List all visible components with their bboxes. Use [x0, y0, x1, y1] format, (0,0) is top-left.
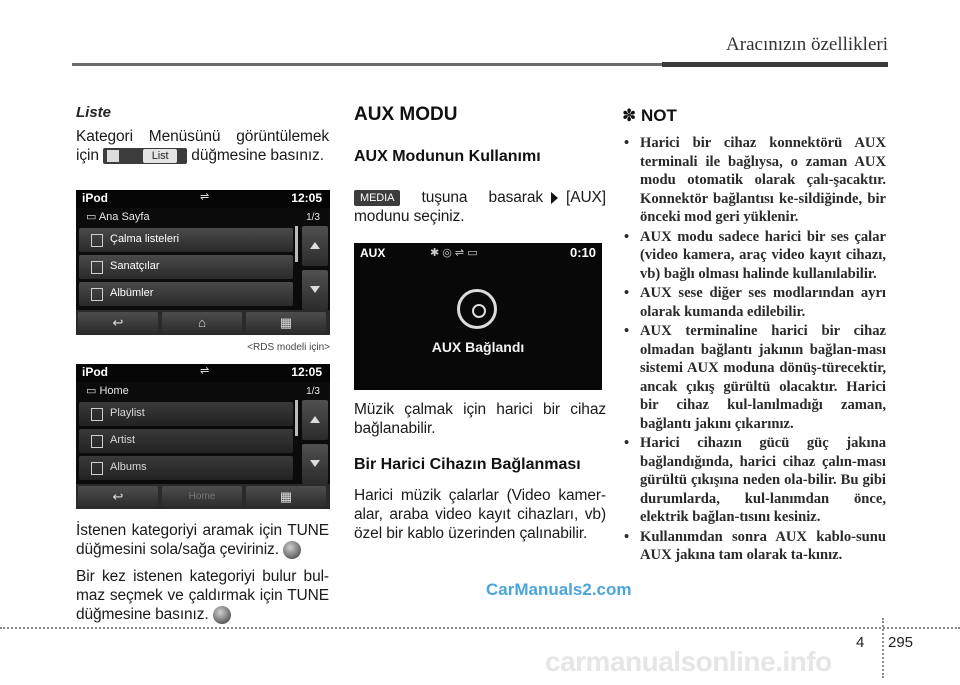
folder-icon: ▦ [279, 489, 293, 504]
artist-icon [91, 435, 103, 448]
scrollbar[interactable] [295, 226, 298, 262]
scrollbar[interactable] [295, 400, 298, 436]
list-item[interactable]: Albümler [79, 282, 293, 306]
header-rule-accent [662, 62, 888, 67]
chevron-up-icon [310, 242, 320, 249]
playlist-icon [91, 408, 103, 421]
list-button-label: List [143, 149, 177, 163]
aux-connected-label: AUX Bağlandı [431, 339, 525, 355]
back-button[interactable] [78, 486, 158, 507]
note-item: • Harici cihazın gücü güç jakına bağlandığında, harici cihaz çalın-ması gürültü çıkışına neden ola-bilir. Bu gibi durumlarda, kul-lanımdan önce, elektrik bağlan-tısını kesiniz. [622, 434, 886, 527]
note-list [622, 134, 886, 565]
screen-bottom-bar [76, 484, 330, 509]
tune-knob-icon [283, 541, 301, 559]
chevron-down-icon [310, 286, 320, 293]
chevron-down-icon [310, 460, 320, 467]
folder-path: ▭ Ana Sayfa [86, 211, 150, 223]
folder-button[interactable] [246, 486, 326, 507]
page-indicator: 1/3 [306, 212, 320, 223]
column-aux [354, 100, 606, 234]
home-icon: ⌂ [198, 315, 206, 330]
list-item[interactable]: Sanatçılar [79, 255, 293, 279]
list-button-icon [103, 148, 187, 164]
footer-rule [0, 627, 960, 629]
note-item: • AUX sese diğer ses modlarından ayrı olarak kumanda edilebilir. [622, 284, 886, 321]
screen-status-bar: iPod ⇌ 12:05 [76, 364, 330, 382]
column-note [622, 100, 886, 566]
chapter-number: 4 [856, 634, 865, 651]
footer-site-watermark: carmanualsonline.info [545, 646, 832, 677]
list-menu-icon [107, 150, 119, 162]
tune-search-paragraph: İstenen kategoriyi aramak için TUNE düğmesini sola/sağa çeviriniz. [76, 522, 329, 558]
aux-mode-title: AUX MODU [354, 104, 458, 125]
list-item[interactable]: Playlist [79, 402, 293, 426]
column-aux-bottom [354, 400, 606, 551]
aux-music-paragraph: Müzik çalmak için harici bir cihaz bağlanabilir. [354, 401, 606, 437]
screen-bottom-bar [76, 310, 330, 335]
aux-usage-subtitle: AUX Modunun Kullanımı [354, 148, 541, 165]
list-item[interactable]: Albums [79, 456, 293, 480]
media-button-icon: MEDIA [354, 190, 400, 206]
home-button[interactable] [162, 312, 242, 333]
tune-knob-icon [213, 606, 231, 624]
watermark-logo: CarManuals2.com [486, 580, 632, 599]
note-item: • Harici bir cihaz konnektörü AUX terminali ile bağlıysa, o zaman AUX modu otomatik olarak çalı-şacaktır. Konnektör bağlantısı ke-sildiğinde, bir önceki mod geri yüklenir. [622, 134, 886, 227]
note-heading: ✽ NOT [622, 106, 677, 125]
scroll-up-button[interactable] [302, 400, 328, 440]
ipod-screen-rds [76, 190, 330, 335]
list-intro-paragraph: Kategori Menüsünü görüntülemek için List düğmesine basınız. [76, 128, 329, 164]
chevron-up-icon [310, 416, 320, 423]
scroll-up-button[interactable] [302, 226, 328, 266]
playlist-icon [91, 234, 103, 247]
back-button[interactable] [78, 312, 158, 333]
album-icon [91, 462, 103, 475]
note-item: • AUX modu sadece harici bir ses çalar (video kamera, araç video kayıt cihazı, vb) bağlı olması halinde kullanılabilir. [622, 228, 886, 284]
note-item: • Kullanımdan sonra AUX kablo-sunu AUX jakına tam olarak ta-kınız. [622, 528, 886, 565]
aux-select-paragraph: MEDIA tuşuna basarak [AUX] modunu seçiniz. [354, 189, 606, 225]
scroll-down-button[interactable] [302, 270, 328, 310]
scroll-down-button[interactable] [302, 444, 328, 484]
ipod-screen-standard [76, 364, 330, 509]
list-item[interactable]: Artist [79, 429, 293, 453]
usb-icon: ⇌ [200, 365, 210, 377]
section-heading-liste: Liste [76, 104, 112, 121]
list-item[interactable]: Çalma listeleri [79, 228, 293, 252]
external-device-paragraph: Harici müzik çalarlar (Video kamer-alar, araba video kayıt cihazları, vb) özel bir kablo üzerinden çalınabilir. [354, 487, 606, 542]
home-label: Home [188, 491, 216, 502]
external-device-subtitle: Bir Harici Cihazın Bağlanması [354, 456, 581, 473]
folder-icon: ▦ [279, 315, 293, 330]
aux-screen: AUX ✱ ◎ ⇌ ▭ 0:10 AUX Bağlandı [354, 243, 602, 390]
disc-music-icon [457, 289, 497, 329]
screen-status-bar: iPod ⇌ 12:05 [76, 190, 330, 208]
back-icon: ↩ [112, 315, 124, 330]
tune-select-paragraph: Bir kez istenen kategoriyi bulur bul-maz seçmek ve çaldırmak için TUNE düğmesine basınız. [76, 568, 329, 623]
home-button[interactable] [162, 486, 242, 507]
page-number: 295 [888, 634, 914, 651]
folder-button[interactable] [246, 312, 326, 333]
album-icon [91, 288, 103, 301]
back-icon: ↩ [112, 489, 124, 504]
column-list [76, 100, 329, 173]
usb-icon: ⇌ [200, 191, 210, 203]
running-header: Aracınızın özellikleri [726, 34, 888, 55]
arrow-right-icon [551, 192, 558, 204]
page-separator [882, 618, 884, 678]
column-list-bottom [76, 521, 329, 632]
page-indicator: 1/3 [306, 386, 320, 397]
folder-path: ▭ Home [86, 385, 129, 397]
note-item: • AUX terminaline harici bir cihaz olmadan bağlantı jakının bağlan-ması sistemi AUX moduna dönüş-türecektir, ancak çıkış gürültü olacaktır. Harici bir cihaz kul-lanılmadığı zaman, bağlantı jakını çıkarınız. [622, 322, 886, 433]
screen-caption: <RDS modeli için> [247, 342, 330, 353]
status-icons: ✱ ◎ ⇌ ▭ [430, 247, 478, 259]
artist-icon [91, 261, 103, 274]
